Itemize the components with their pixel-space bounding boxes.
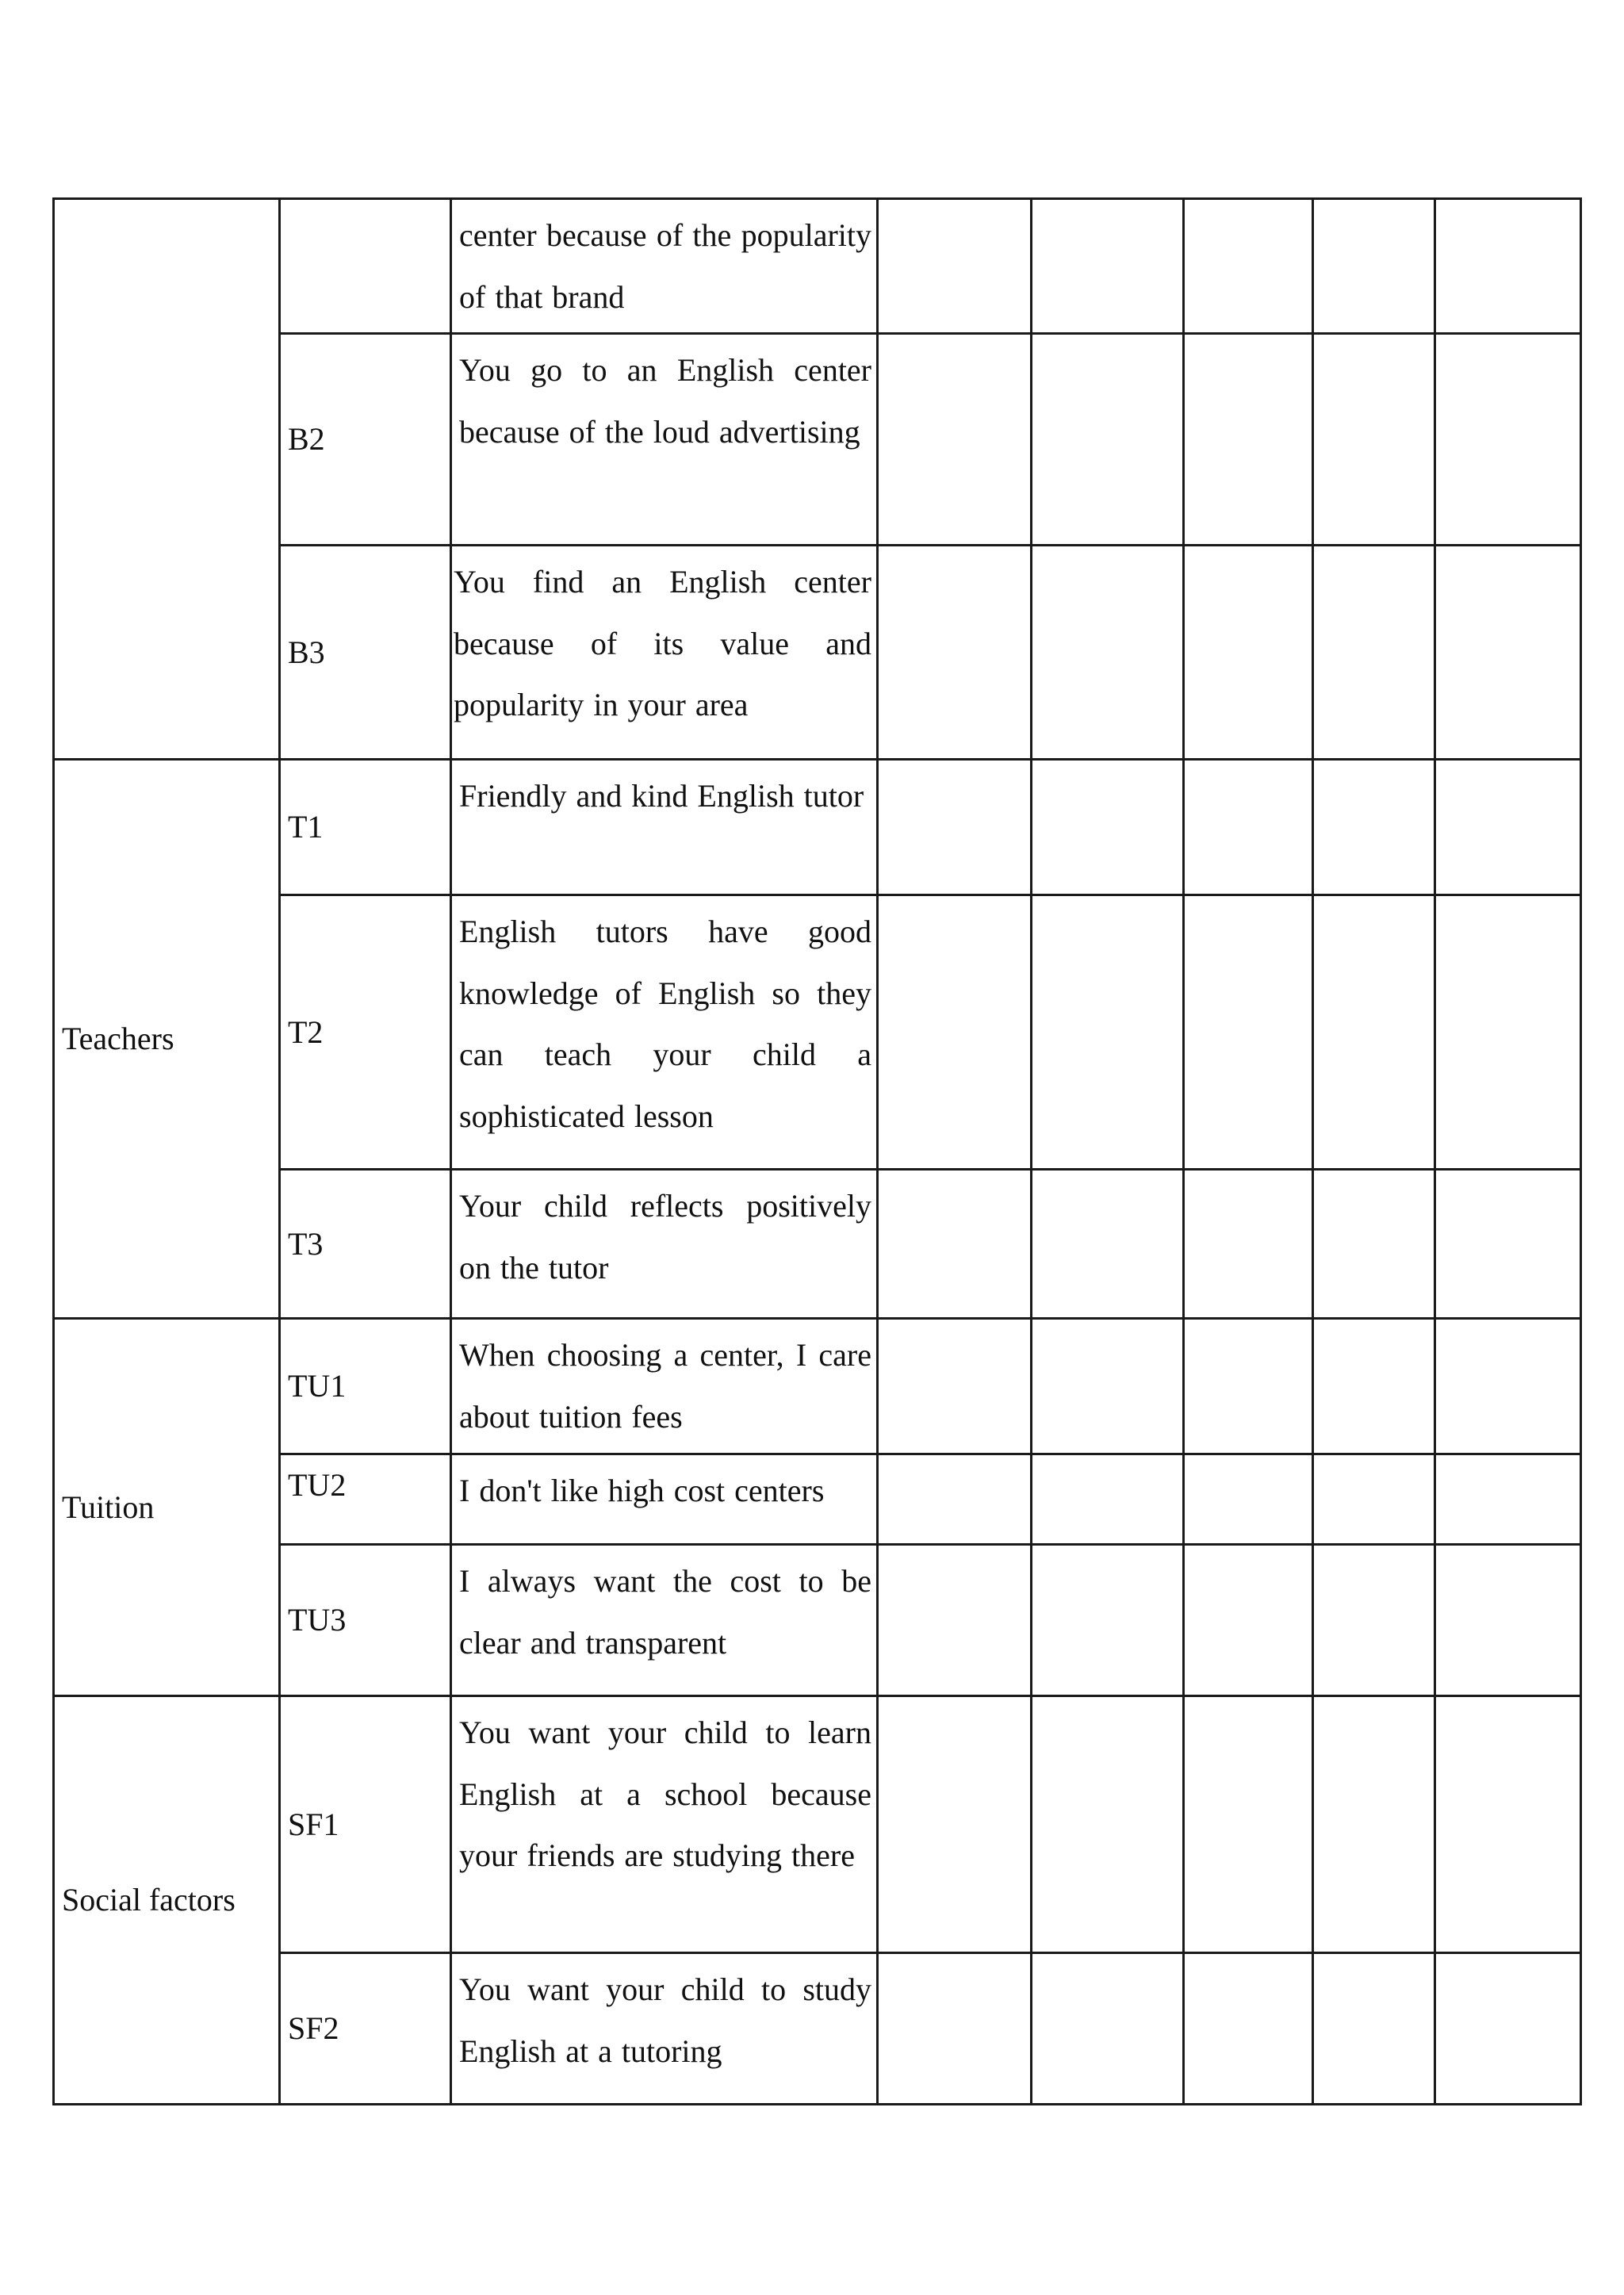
- rating-cell-1: [878, 199, 1032, 334]
- statement-cell: I don't like high cost centers: [451, 1454, 878, 1545]
- statement-cell: I always want the cost to be clear and transparent: [451, 1545, 878, 1696]
- table-row: [54, 334, 1581, 546]
- rating-cell-5: [1435, 1696, 1581, 1953]
- code-cell: T3: [280, 1170, 451, 1319]
- rating-cell-3: [1184, 760, 1313, 895]
- rating-cell-4: [1313, 895, 1435, 1170]
- code-cell: TU2: [280, 1454, 451, 1545]
- rating-cell-5: [1435, 334, 1581, 546]
- code-cell: B3: [280, 546, 451, 760]
- code-cell: TU1: [280, 1319, 451, 1454]
- rating-cell-2: [1032, 1545, 1184, 1696]
- rating-cell-5: [1435, 1170, 1581, 1319]
- rating-cell-4: [1313, 1545, 1435, 1696]
- rating-cell-1: [878, 760, 1032, 895]
- table-row: [54, 1170, 1581, 1319]
- rating-cell-5: [1435, 546, 1581, 760]
- rating-cell-1: [878, 1454, 1032, 1545]
- rating-cell-2: [1032, 1696, 1184, 1953]
- code-cell: SF1: [280, 1696, 451, 1953]
- rating-cell-5: [1435, 199, 1581, 334]
- survey-table: [52, 197, 1582, 2105]
- rating-cell-5: [1435, 760, 1581, 895]
- statement-cell: You want your child to study English at a tutoring: [451, 1953, 878, 2105]
- rating-cell-4: [1313, 1170, 1435, 1319]
- rating-cell-5: [1435, 1545, 1581, 1696]
- rating-cell-1: [878, 1953, 1032, 2105]
- rating-cell-4: [1313, 546, 1435, 760]
- rating-cell-3: [1184, 1319, 1313, 1454]
- table-row: [54, 1545, 1581, 1696]
- rating-cell-5: [1435, 1454, 1581, 1545]
- rating-cell-2: [1032, 1454, 1184, 1545]
- rating-cell-4: [1313, 760, 1435, 895]
- rating-cell-3: [1184, 334, 1313, 546]
- statement-cell: When choosing a center, I care about tuition fees: [451, 1319, 878, 1454]
- rating-cell-3: [1184, 1953, 1313, 2105]
- rating-cell-4: [1313, 1454, 1435, 1545]
- table-row: [54, 1696, 1581, 1953]
- rating-cell-1: [878, 895, 1032, 1170]
- factor-cell: Teachers: [54, 760, 280, 1319]
- table-row: [54, 1454, 1581, 1545]
- rating-cell-2: [1032, 334, 1184, 546]
- rating-cell-2: [1032, 760, 1184, 895]
- statement-cell: You want your child to learn English at a school because your friends are studying there: [451, 1696, 878, 1953]
- rating-cell-3: [1184, 1170, 1313, 1319]
- rating-cell-2: [1032, 1319, 1184, 1454]
- rating-cell-1: [878, 334, 1032, 546]
- rating-cell-1: [878, 546, 1032, 760]
- statement-cell: You go to an English center because of the loud advertising: [451, 334, 878, 546]
- statement-cell: center because of the popularity of that brand: [451, 199, 878, 334]
- rating-cell-1: [878, 1319, 1032, 1454]
- code-cell: T2: [280, 895, 451, 1170]
- rating-cell-1: [878, 1170, 1032, 1319]
- factor-cell: Tuition: [54, 1319, 280, 1696]
- rating-cell-2: [1032, 199, 1184, 334]
- statement-cell: English tutors have good knowledge of English so they can teach your child a sophisticated lesson: [451, 895, 878, 1170]
- code-cell: TU3: [280, 1545, 451, 1696]
- factor-cell: [54, 199, 280, 760]
- factor-cell: Social factors: [54, 1696, 280, 2105]
- rating-cell-3: [1184, 1696, 1313, 1953]
- rating-cell-5: [1435, 1953, 1581, 2105]
- rating-cell-3: [1184, 895, 1313, 1170]
- statement-cell: You find an English center because of its value and popularity in your area: [451, 546, 878, 760]
- rating-cell-4: [1313, 199, 1435, 334]
- code-cell: [280, 199, 451, 334]
- rating-cell-1: [878, 1545, 1032, 1696]
- rating-cell-2: [1032, 1953, 1184, 2105]
- table-row: [54, 199, 1581, 334]
- statement-cell: Your child reflects positively on the tutor: [451, 1170, 878, 1319]
- code-cell: SF2: [280, 1953, 451, 2105]
- table-row: [54, 1953, 1581, 2105]
- rating-cell-5: [1435, 895, 1581, 1170]
- rating-cell-3: [1184, 546, 1313, 760]
- rating-cell-3: [1184, 1454, 1313, 1545]
- code-cell: T1: [280, 760, 451, 895]
- rating-cell-2: [1032, 546, 1184, 760]
- rating-cell-3: [1184, 199, 1313, 334]
- rating-cell-1: [878, 1696, 1032, 1953]
- rating-cell-3: [1184, 1545, 1313, 1696]
- table-row: [54, 546, 1581, 760]
- rating-cell-2: [1032, 895, 1184, 1170]
- rating-cell-4: [1313, 334, 1435, 546]
- rating-cell-4: [1313, 1953, 1435, 2105]
- rating-cell-5: [1435, 1319, 1581, 1454]
- table-row: [54, 895, 1581, 1170]
- table-row: [54, 760, 1581, 895]
- statement-cell: Friendly and kind English tutor: [451, 760, 878, 895]
- rating-cell-2: [1032, 1170, 1184, 1319]
- rating-cell-4: [1313, 1696, 1435, 1953]
- rating-cell-4: [1313, 1319, 1435, 1454]
- table-row: [54, 1319, 1581, 1454]
- code-cell: B2: [280, 334, 451, 546]
